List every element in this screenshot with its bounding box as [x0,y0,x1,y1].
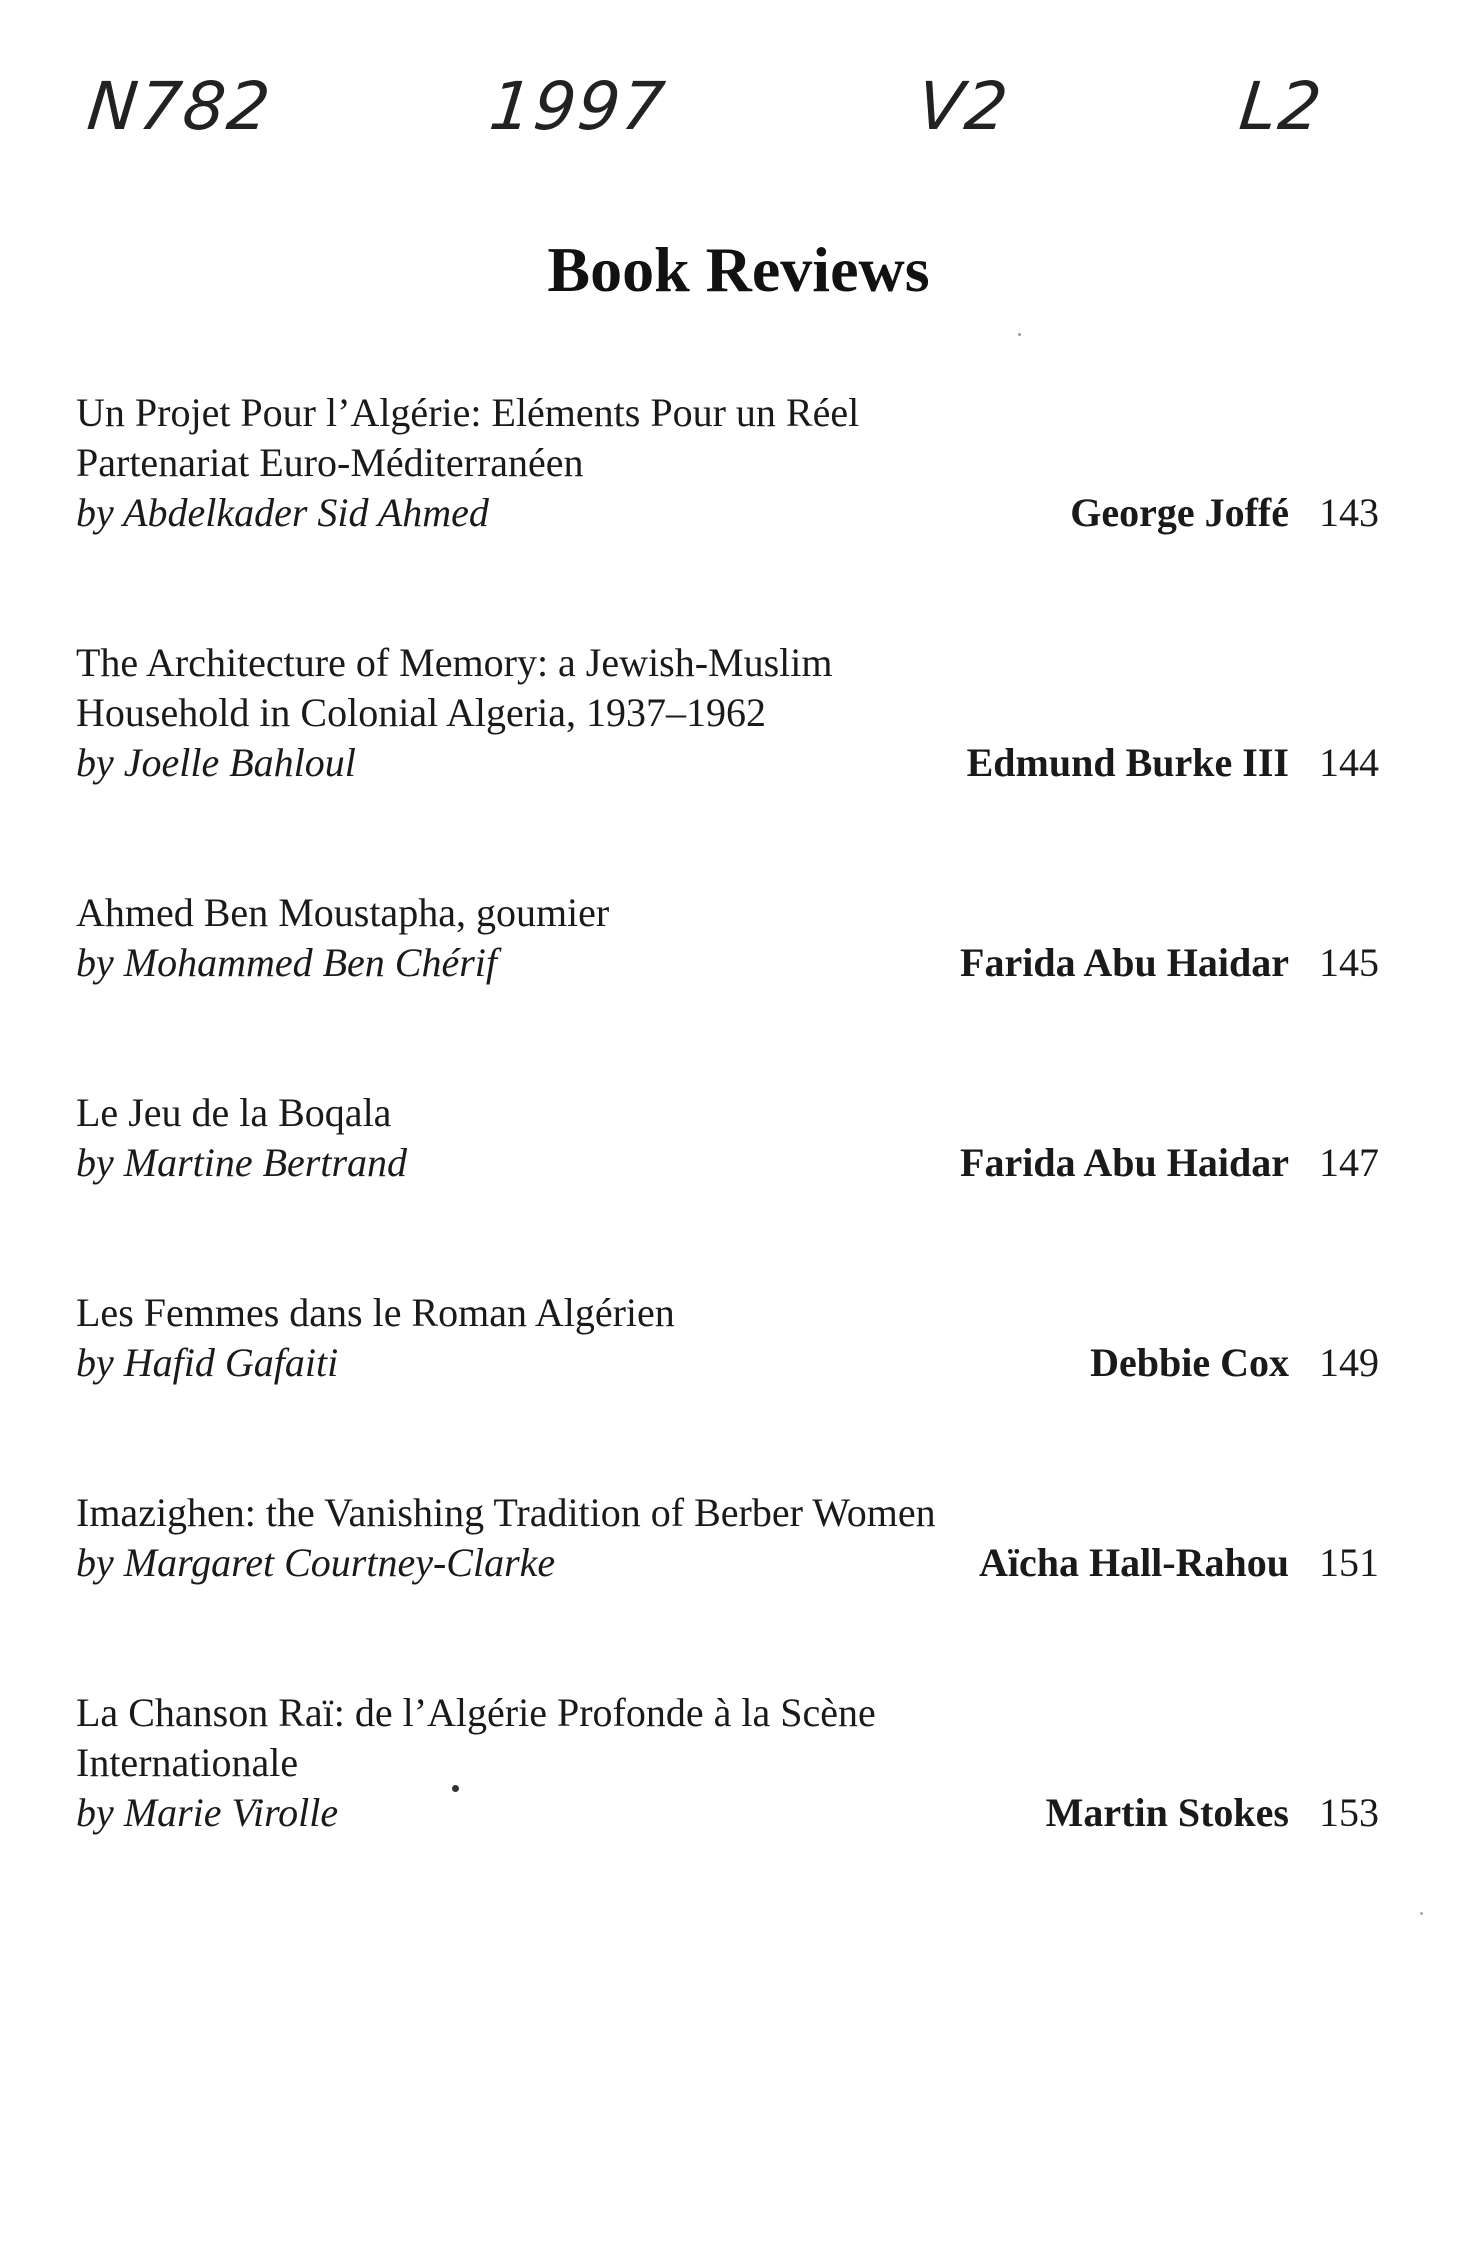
book-title: Le Jeu de la Boqala [76,1090,392,1135]
page-title: Book Reviews [547,233,930,305]
entry-byline [76,1338,1379,1388]
scan-speck [1018,333,1021,336]
reviewer-name: Debbie Cox [1090,1340,1289,1385]
reviewer-group [1090,1338,1379,1388]
review-entry [76,1688,1379,1838]
entry-byline [76,488,1379,538]
book-title: La Chanson Raï: de l’Algérie Profonde à la Scène Internationale [76,1690,876,1785]
handwritten-volume-mark: V2 [913,68,1014,145]
reviewer-group [960,1138,1379,1188]
page-number: 149 [1319,1340,1379,1385]
review-entry [76,1288,1379,1388]
book-title: Imazighen: the Vanishing Tradition of Berber Women [76,1490,936,1535]
page-number: 153 [1319,1790,1379,1835]
book-author: by Martine Bertrand [76,1140,408,1185]
reviewer-name: Aïcha Hall-Rahou [978,1540,1289,1585]
page-number: 145 [1319,940,1379,985]
book-author: by Marie Virolle [76,1790,339,1835]
review-entry [76,1488,1379,1588]
entry-byline [76,1138,1379,1188]
page-number: 147 [1319,1140,1379,1185]
reviewer-group [1046,1788,1379,1838]
handwritten-year-mark: 1997 [485,68,671,145]
book-author: by Mohammed Ben Chérif [76,940,498,985]
handwritten-issue-mark: L2 [1235,68,1327,145]
entry-byline [76,738,1379,788]
review-entry [76,888,1379,988]
book-author: by Margaret Courtney-Clarke [76,1540,556,1585]
scan-speck [1420,1912,1423,1915]
book-author: by Hafid Gafaiti [76,1340,339,1385]
page-number: 151 [1319,1540,1379,1585]
review-entry [76,638,1379,788]
book-title: Les Femmes dans le Roman Algérien [76,1290,675,1335]
reviewer-name: Farida Abu Haidar [960,940,1289,985]
entry-byline [76,1538,1379,1588]
reviewer-group [1070,488,1379,538]
review-entry [76,1088,1379,1188]
scan-speck [452,1785,459,1792]
book-author: by Abdelkader Sid Ahmed [76,490,489,535]
reviewer-group [979,1538,1379,1588]
entry-byline [76,938,1379,988]
reviewer-name: George Joffé [1070,490,1289,535]
review-list [76,388,1379,1838]
reviewer-name: Martin Stokes [1045,1790,1289,1835]
review-entry [76,388,1379,538]
entry-byline [76,1788,1379,1838]
book-title: Ahmed Ben Moustapha, goumier [76,890,610,935]
handwritten-catalog-mark: N782 [83,68,276,145]
reviewer-name: Farida Abu Haidar [960,1140,1289,1185]
reviewer-group [967,738,1379,788]
book-title: The Architecture of Memory: a Jewish-Muslim Household in Colonial Algeria, 1937–1962 [76,640,833,735]
page-number: 144 [1319,740,1379,785]
reviewer-name: Edmund Burke III [966,740,1289,785]
book-title: Un Projet Pour l’Algérie: Eléments Pour un Réel Partenariat Euro-Méditerranéen [76,390,860,485]
book-author: by Joelle Bahloul [76,740,356,785]
page-number: 143 [1319,490,1379,535]
reviewer-group [960,938,1379,988]
